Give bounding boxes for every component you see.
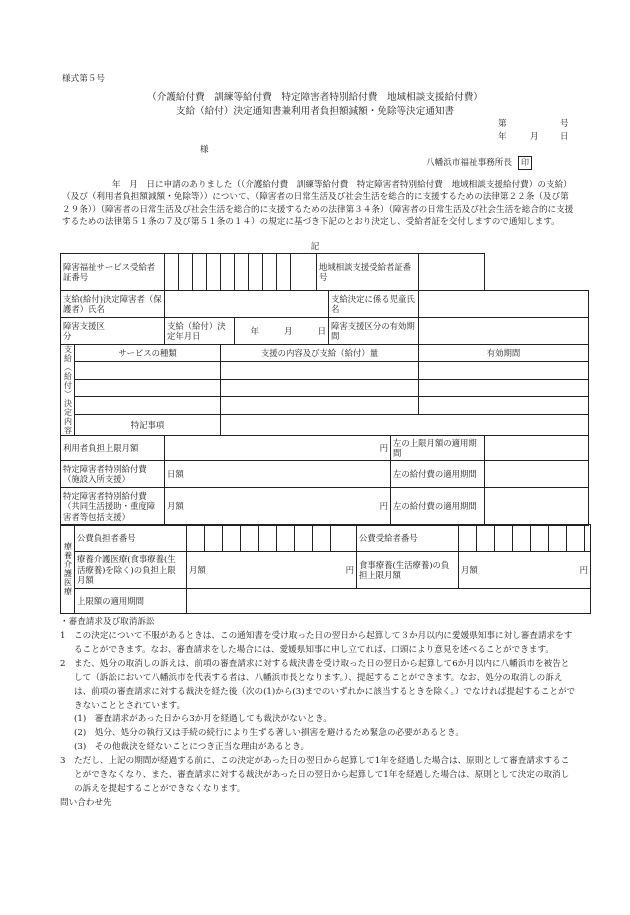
user-cap-row bbox=[61, 436, 589, 461]
special-notes-row bbox=[61, 414, 589, 435]
meal-monthly-label: 月額 bbox=[461, 564, 478, 575]
special-notes-value bbox=[221, 414, 589, 435]
number-label-right: 号 bbox=[560, 119, 569, 129]
child-name-label: 支給決定に係る児童氏名 bbox=[329, 291, 419, 318]
category-validity-label: 障害支援区分の有効期間 bbox=[329, 318, 419, 345]
content-row bbox=[61, 362, 589, 379]
care-monthly-label: 月額 bbox=[189, 564, 206, 575]
meal-yen: 円 bbox=[579, 564, 588, 575]
notes-heading: ・審査請求及び取消訴訟 bbox=[60, 617, 155, 627]
digit-cell bbox=[567, 525, 585, 552]
meal-cap-label: 食事療養(生活療養)の負担上限月額 bbox=[357, 552, 459, 589]
content-cell bbox=[221, 362, 419, 379]
digit-cell bbox=[295, 525, 313, 552]
care-yen: 円 bbox=[345, 564, 354, 575]
user-cap-label: 利用者負担上限月額 bbox=[61, 436, 165, 461]
title-line-2: 支給（給付）決定通知書兼利用者負担額減額・免除等決定通知書 bbox=[175, 106, 455, 117]
note-2-sub-3: (3) その他裁決を経ないことにつき正当な理由があるとき。 bbox=[74, 742, 310, 753]
meal-cap-value bbox=[459, 552, 591, 589]
care-cap-value bbox=[187, 552, 357, 589]
regional-number-value bbox=[419, 254, 485, 291]
medical-care-table bbox=[60, 524, 591, 614]
digit-cell bbox=[549, 525, 567, 552]
cap-validity-value bbox=[485, 436, 589, 461]
content-row bbox=[61, 397, 589, 414]
digit-cell bbox=[223, 525, 241, 552]
spacer-cell bbox=[331, 525, 357, 552]
recipient-number-label: 障害福祉サービス受給者証番号 bbox=[61, 254, 165, 291]
decision-date-value bbox=[235, 318, 329, 345]
validity-header: 有効期間 bbox=[419, 345, 589, 362]
category-cell bbox=[61, 318, 165, 345]
support-amount-header: 支援の内容及び支給（給付）量 bbox=[221, 345, 419, 362]
seal-mark: 印 bbox=[518, 156, 532, 170]
content-cell bbox=[221, 397, 419, 414]
issue-year-label: 年 bbox=[498, 132, 507, 142]
number-label-left: 第 bbox=[498, 119, 507, 129]
decision-table bbox=[60, 253, 589, 526]
note-1: 1 この決定について不服があるときは、この通知書を受け取った日の翌日から起算して３か月以内に愛媛県知事に対し審査請求をすることができます。なお、審査請求をした場合には、愛媛県知事に申し立てれば、口頭により意見を述べることができます。 bbox=[60, 630, 573, 655]
care-cap-row bbox=[61, 552, 591, 589]
digit-cell bbox=[277, 254, 291, 291]
decision-date-label: 支給（給付）決定年月日 bbox=[165, 318, 235, 345]
digit-cell bbox=[205, 525, 223, 552]
holder-label: 支給(給付)決定障害者（保護者）氏名 bbox=[61, 291, 165, 318]
regional-number-label: 地域相談支援受給者証番号 bbox=[317, 254, 419, 291]
holder-value bbox=[165, 291, 329, 318]
facility-daily-label: 日額 bbox=[165, 461, 391, 488]
digit-cell bbox=[235, 254, 249, 291]
issuer-name: 八幡浜市福祉事務所長 bbox=[426, 158, 512, 168]
date-day: 日 bbox=[317, 325, 326, 336]
content-cell bbox=[419, 362, 589, 379]
addressee-suffix: 様 bbox=[200, 145, 209, 155]
public-number-row bbox=[61, 525, 591, 552]
issue-day-label: 日 bbox=[560, 132, 569, 142]
body-text: 年 月 日に申請のありました（（介護給付費 訓練等給付費 特定障害者特別給付費 地域相談支援給付費）の支給）（及び（利用者負担額減額・免除等））について、（障害者の日常生活及び社会生活を総合的に支援するための法律第２２条（及び第２９条））（障害者の日常生活及び社会生活を総合的に支援するための法律第３４条）（障害者の日常生活及び社会生活を総合的に支援するための法律第５１条の７及び第５１条の１４）の規定に基づき下記のとおり決定し、受給者証を交付しますので通知します。 bbox=[62, 180, 574, 228]
note-2: 2 また、処分の取消しの訴えは、前項の審査請求に対する裁決書を受け取った日の翌日から起算して6か月以内に八幡浜市を被告として（訴訟において八幡浜市を代表する者は、八幡浜市長となります。）、提起することができます。なお、処分の取消しの訴えは、前項の審査請求に対する裁決を経た後（次の(1)から(3)までのいずれかに該当するときを除く。）でなければ提起することができないこととされています。 bbox=[60, 658, 576, 711]
cap-validity-label: 左の上限月額の適用期間 bbox=[391, 436, 485, 461]
group-monthly-label: 月額 bbox=[167, 501, 184, 512]
content-row bbox=[61, 379, 589, 396]
digit-cell bbox=[179, 254, 193, 291]
care-cap-label: 療養介護医療(食事療養(生活療養)を除く)の負担上限月額 bbox=[75, 552, 187, 589]
digit-cell bbox=[221, 254, 235, 291]
cap-period-row bbox=[61, 589, 591, 614]
facility-validity-value bbox=[485, 461, 589, 488]
group-validity-label: 左の給付費の適用期間 bbox=[391, 488, 485, 526]
group-monthly-yen: 円 bbox=[379, 501, 388, 512]
service-type-header: サービスの種類 bbox=[75, 345, 221, 362]
support-category-label: 障害支援区分 bbox=[63, 320, 105, 341]
digit-cell bbox=[291, 254, 317, 291]
content-cell bbox=[221, 379, 419, 396]
group-monthly-cell bbox=[165, 488, 391, 526]
contact-label: 問い合わせ先 bbox=[60, 797, 112, 808]
date-month: 月 bbox=[284, 325, 293, 336]
issue-month-label: 月 bbox=[530, 132, 539, 142]
digit-cell bbox=[313, 525, 331, 552]
digit-cell bbox=[165, 254, 179, 291]
row-category bbox=[61, 318, 589, 345]
child-name-value bbox=[419, 291, 589, 318]
content-cell bbox=[419, 397, 589, 414]
group-benefit-label: 特定障害者特別給付費（共同生活援助・重度障害者等包括支援） bbox=[61, 488, 165, 526]
facility-benefit-label: 特定障害者特別給付費（施設入所支援） bbox=[61, 461, 165, 488]
cap-period-label: 上限額の適用期間 bbox=[75, 589, 187, 614]
issuer-line bbox=[426, 156, 532, 170]
digit-cell bbox=[193, 254, 207, 291]
row-recipient-number bbox=[61, 254, 589, 291]
date-year: 年 bbox=[250, 325, 259, 336]
appeal-notes bbox=[60, 616, 576, 811]
note-3: 3 ただし、上記の期間が経過する前に、この決定があった日の翌日から起算して1年を経過した場合は、原則として審査請求することができなくなり、また、審査請求に対する裁決があった日の翌日から起算して1年を経過した場合は、原則として決定の取消しの訴えを提起することができなくなります。 bbox=[60, 756, 570, 795]
special-notes-label: 特記事項 bbox=[75, 414, 221, 435]
digit-cell bbox=[207, 254, 221, 291]
ki-label: 記 bbox=[310, 242, 320, 252]
digit-cell bbox=[495, 525, 513, 552]
medical-vertical-label: 療養介護医療 bbox=[61, 525, 75, 614]
note-2-sub-1: (1) 審査請求があった日から3か月を経過しても裁決がないとき。 bbox=[74, 714, 332, 725]
digit-cell bbox=[531, 525, 549, 552]
form-number: 様式第５号 bbox=[62, 74, 105, 84]
content-cell bbox=[75, 362, 221, 379]
facility-validity-label: 左の給付費の適用期間 bbox=[391, 461, 485, 488]
content-vertical-label: 支給（給付）決定内容 bbox=[61, 345, 75, 436]
note-2-sub-2: (2) 処分、処分の執行又は手続の続行により生ずる著しい損害を避けるため緊急の必要があるとき。 bbox=[74, 728, 464, 739]
content-cell bbox=[75, 379, 221, 396]
digit-cell bbox=[513, 525, 531, 552]
digit-cell bbox=[187, 525, 205, 552]
digit-cell bbox=[459, 525, 477, 552]
digit-cell bbox=[477, 525, 495, 552]
user-cap-yen: 円 bbox=[165, 436, 391, 461]
group-validity-value bbox=[485, 488, 589, 526]
digit-cell bbox=[263, 254, 277, 291]
public-payer-label: 公費負担者番号 bbox=[75, 525, 187, 552]
content-header-row bbox=[61, 345, 589, 362]
digit-cell bbox=[241, 525, 259, 552]
public-recipient-label: 公費受給者番号 bbox=[357, 525, 459, 552]
category-validity-value bbox=[419, 318, 589, 345]
digit-cell bbox=[259, 525, 277, 552]
digit-cell bbox=[277, 525, 295, 552]
digit-cell bbox=[585, 525, 591, 552]
content-cell bbox=[75, 397, 221, 414]
content-cell bbox=[419, 379, 589, 396]
facility-benefit-row bbox=[61, 461, 589, 488]
cap-period-value bbox=[187, 589, 591, 614]
title-line-1: （介護給付費 訓練等給付費 特定障害者特別給付費 地域相談支援給付費） bbox=[147, 92, 483, 103]
row-holder bbox=[61, 291, 589, 318]
group-benefit-row bbox=[61, 488, 589, 526]
digit-cell bbox=[249, 254, 263, 291]
